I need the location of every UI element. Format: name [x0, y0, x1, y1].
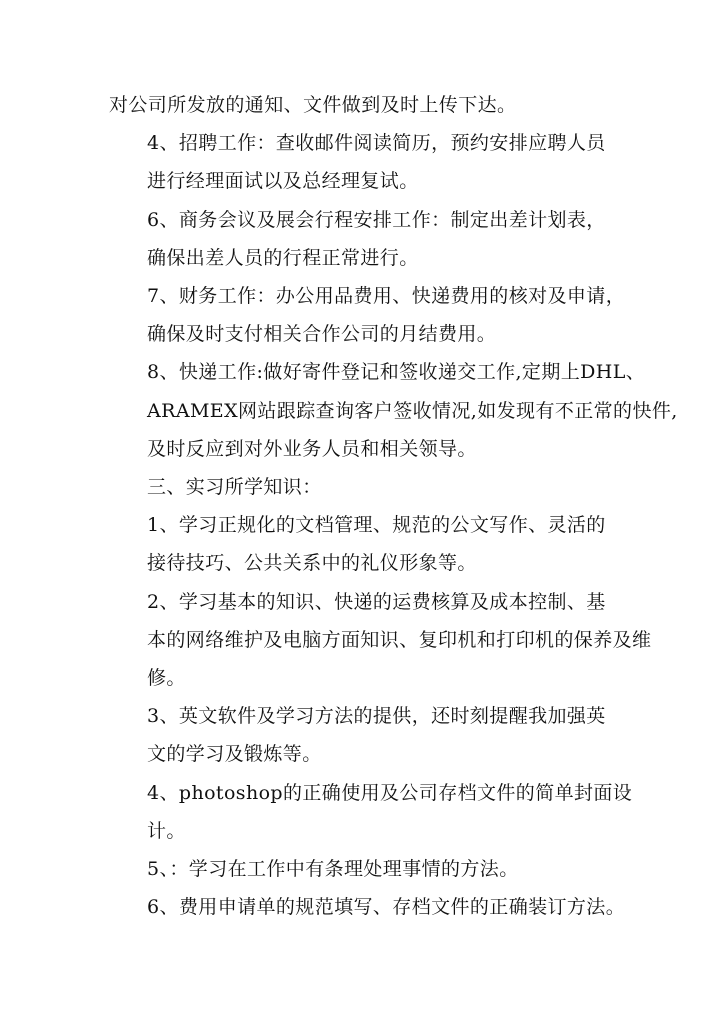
text-line: ARAMEX网站跟踪查询客户签收情况,如发现有不正常的快件, [147, 399, 678, 422]
text-line: 4、photoshop的正确使用及公司存档文件的简单封面设 [147, 781, 633, 804]
paragraph-courier [109, 353, 678, 468]
paragraph-knowledge-3 [109, 697, 615, 773]
text-line: 7、财务工作：办公用品费用、快递费用的核对及申请， [147, 285, 626, 308]
text-line: 三、实习所学知识： [147, 476, 322, 499]
paragraph-knowledge-2 [109, 583, 652, 698]
text-line: 确保及时支付相关合作公司的月结费用。 [147, 323, 497, 346]
paragraph-knowledge-6 [109, 888, 626, 926]
paragraph-knowledge-5 [109, 850, 615, 888]
text-line: 文的学习及锻炼等。 [147, 743, 322, 766]
text-line: 对公司所发放的通知、文件做到及时上传下达。 [109, 94, 517, 116]
paragraph-recruiting [109, 124, 615, 200]
paragraph-knowledge-4 [109, 774, 633, 850]
text-line: 3、英文软件及学习方法的提供，还时刻提醒我加强英 [147, 705, 606, 728]
text-line: 进行经理面试以及总经理复试。 [147, 170, 419, 193]
document-body [109, 86, 678, 926]
text-line: 接待技巧、公共关系中的礼仪形象等。 [147, 552, 477, 575]
text-line: 5、：学习在工作中有条理处理事情的方法。 [147, 858, 519, 881]
text-line: 2、学习基本的知识、快递的运费核算及成本控制、基 [147, 590, 606, 613]
text-line: 6、费用申请单的规范填写、存档文件的正确装订方法。 [147, 896, 626, 919]
text-line: 1、学习正规化的文档管理、规范的公文写作、灵活的 [147, 514, 606, 537]
text-line: 8、快递工作:做好寄件登记和签收递交工作,定期上DHL、 [147, 361, 646, 384]
paragraph [109, 86, 615, 124]
paragraph-finance [109, 277, 626, 353]
paragraph-knowledge-1 [109, 506, 615, 582]
paragraph-business-meetings [109, 201, 615, 277]
text-line: 计。 [147, 819, 186, 842]
text-line: 修。 [147, 667, 186, 690]
text-line: 4、招聘工作：查收邮件阅读简历，预约安排应聘人员 [147, 132, 606, 155]
text-line: 及时反应到对外业务人员和相关领导。 [147, 437, 477, 460]
section-heading-knowledge [109, 468, 615, 506]
text-line: 本的网络维护及电脑方面知识、复印机和打印机的保养及维 [147, 628, 652, 651]
text-line: 确保出差人员的行程正常进行。 [147, 246, 419, 269]
text-line: 6、商务会议及展会行程安排工作：制定出差计划表， [147, 208, 606, 231]
